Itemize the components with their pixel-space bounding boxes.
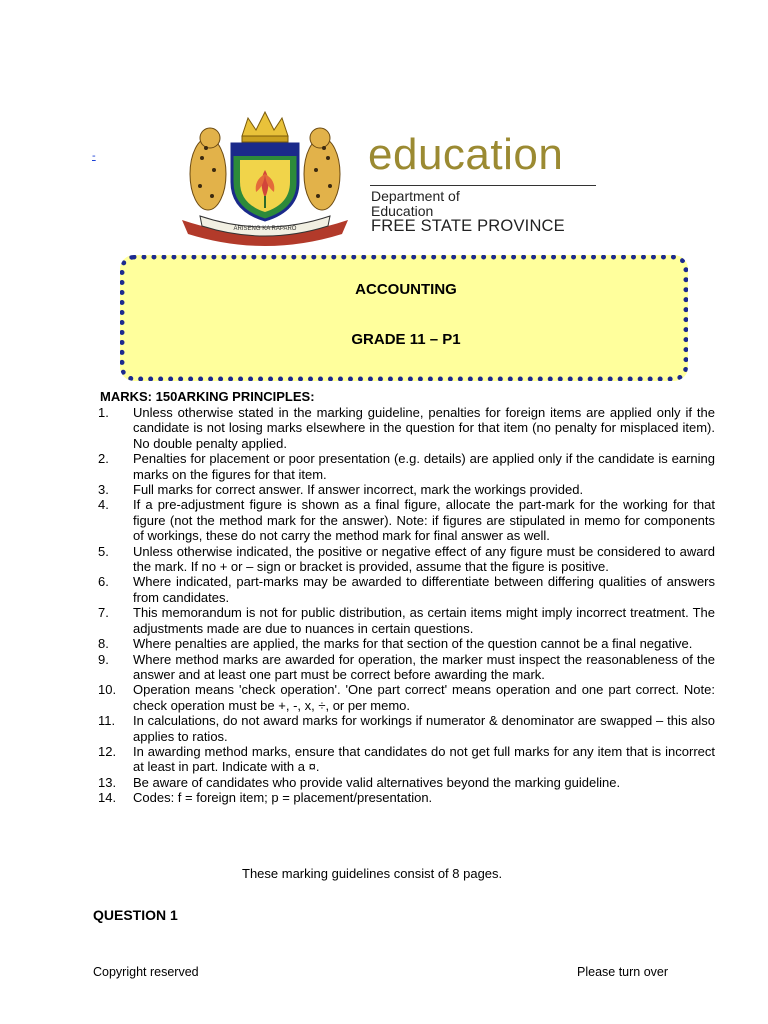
- item-text: If a pre-adjustment figure is shown as a final figure, allocate the part-mark for the working for that figure (not the method mark for the answer). Note: if figures are stipulated in memo for components of workings, these do not carry the method mark for final answer as well.: [133, 497, 715, 544]
- footer-copyright: Copyright reserved: [93, 965, 199, 979]
- item-number: 11.: [98, 713, 116, 729]
- item-number: 4.: [98, 497, 109, 513]
- hyperlink-marker[interactable]: -: [92, 150, 96, 162]
- list-item: [98, 605, 715, 636]
- svg-text:ARISENG KA RAPARO: ARISENG KA RAPARO: [233, 226, 297, 232]
- footer-turn-over: Please turn over: [577, 965, 669, 979]
- list-item: [98, 713, 715, 744]
- list-item: [98, 451, 715, 482]
- coat-of-arms-icon: [170, 108, 360, 246]
- list-item: [98, 405, 715, 451]
- item-number: 7.: [98, 605, 109, 621]
- item-number: 13.: [98, 774, 117, 790]
- item-number: 8.: [98, 636, 109, 652]
- item-text: In calculations, do not award marks for workings if numerator & denominator are swapped – this also applies to ratios.: [133, 713, 715, 744]
- department-line-1: Department of: [371, 188, 460, 204]
- department-block: [371, 189, 565, 234]
- item-text: Where penalties are applied, the marks for that section of the question cannot be a final negative.: [133, 636, 693, 652]
- item-number: 12.: [98, 743, 117, 759]
- list-item: [98, 636, 715, 651]
- list-item: [98, 652, 715, 683]
- item-text: Penalties for placement or poor presentation (e.g. details) are applied only if the candidate is earning marks on the figures for that item.: [133, 451, 715, 482]
- marking-principles-list: [98, 405, 715, 806]
- marking-principles-heading: MARKS: 150ARKING PRINCIPLES:: [100, 389, 315, 404]
- list-item: [98, 482, 715, 497]
- page-count-note: These marking guidelines consist of 8 pages.: [242, 866, 503, 881]
- item-text: Be aware of candidates who provide valid alternatives beyond the marking guideline.: [133, 774, 621, 790]
- list-item: [98, 497, 715, 543]
- list-item: [98, 574, 715, 605]
- list-item: [98, 682, 715, 713]
- item-number: 1.: [98, 405, 109, 420]
- item-number: 3.: [98, 482, 109, 498]
- item-text: Where indicated, part-marks may be awarded to differentiate between differing qualities of answers from candidates.: [133, 574, 715, 605]
- item-text: Full marks for correct answer. If answer incorrect, mark the workings provided.: [133, 482, 584, 498]
- item-text: This memorandum is not for public distribution, as certain items might imply incorrect treatment. The adjustments made are due to nuances in certain questions.: [133, 605, 715, 636]
- question-heading: QUESTION 1: [93, 907, 178, 923]
- list-item: [98, 544, 715, 575]
- list-item: [98, 744, 715, 775]
- item-text: Where method marks are awarded for operation, the marker must inspect the reasonableness of the answer and at least one part must be correct before awarding the mark.: [133, 651, 715, 682]
- item-number: 10.: [98, 682, 117, 698]
- item-text: Unless otherwise indicated, the positive or negative effect of any figure must be considered to award the mark. If no + or – sign or bracket is provided, assume that the figure is positive.: [133, 543, 715, 575]
- subject-title: ACCOUNTING: [355, 281, 457, 298]
- grade-paper-title: GRADE 11 – P1: [351, 331, 461, 348]
- list-item: [98, 790, 715, 805]
- item-text: Codes: f = foreign item; p = placement/presentation.: [133, 790, 433, 806]
- item-text: In awarding method marks, ensure that candidates do not get full marks for any item that is incorrect at least in part. Indicate with a ¤.: [133, 743, 715, 775]
- list-item: [98, 775, 715, 790]
- item-number: 9.: [98, 651, 109, 667]
- province-name: FREE STATE PROVINCE: [371, 217, 565, 235]
- item-text: Operation means 'check operation'. 'One part correct' means operation and one part correct. Note: check operation must be +, -, x, ÷, or per memo.: [133, 682, 715, 713]
- item-number: 5.: [98, 543, 109, 559]
- logo-wordmark: education: [368, 130, 564, 179]
- logo-divider: [370, 185, 596, 186]
- title-box: [120, 255, 688, 381]
- item-number: 14.: [98, 790, 117, 806]
- department-line-2: Education: [371, 203, 434, 219]
- item-text: Unless otherwise stated in the marking guideline, penalties for foreign items are applied only if the candidate is not losing marks elsewhere in the question for that item (no penalty for misplaced item). No double penalty applied.: [133, 405, 715, 451]
- item-number: 2.: [98, 451, 109, 467]
- item-number: 6.: [98, 574, 109, 590]
